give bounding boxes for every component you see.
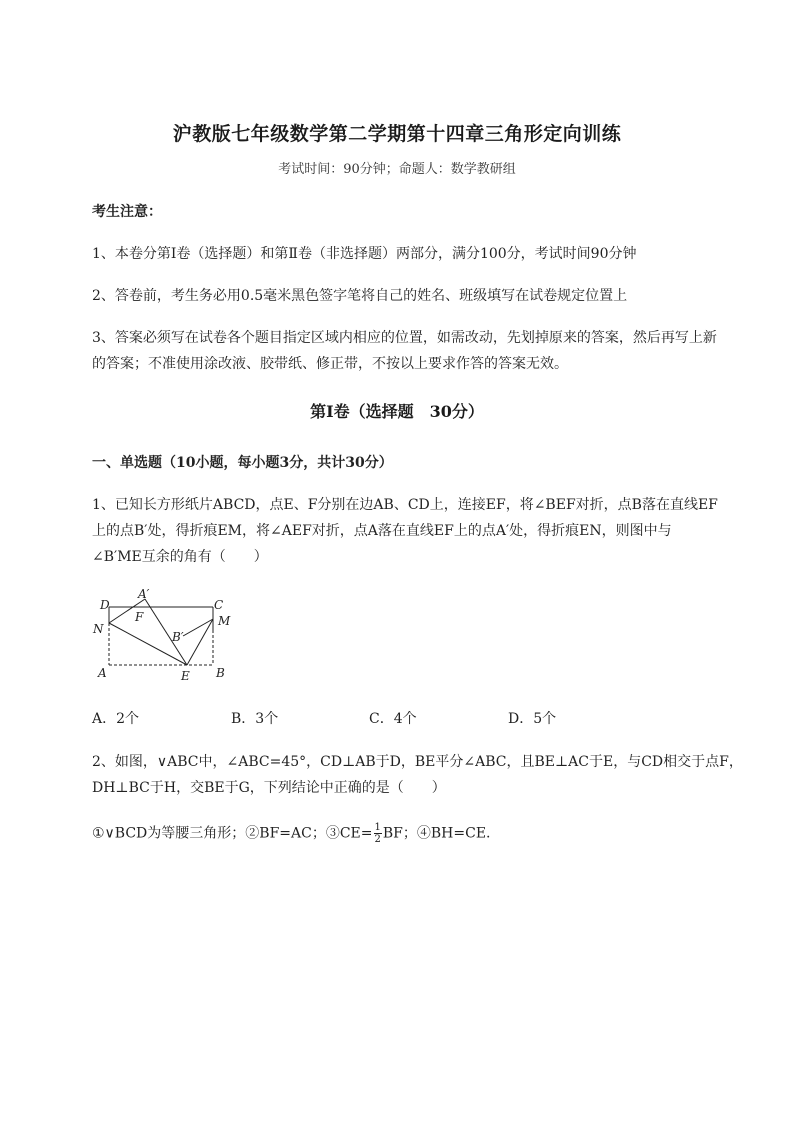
notice-item-2: 2、答卷前，考生务必用0.5毫米黑色签字笔将自己的姓名、班级填写在试卷规定位置上	[92, 288, 628, 304]
notice-heading: 考生注意：	[92, 204, 162, 220]
label-A: A	[98, 666, 107, 680]
fraction-numerator: 1	[374, 822, 381, 833]
part-title: 第I卷（选择题 30分）	[310, 402, 484, 421]
label-E: E	[181, 669, 190, 683]
section-heading: 一、单选题（10小题，每小题3分，共计30分）	[92, 455, 393, 471]
exam-info: 考试时间：90分钟；命题人：数学教研组	[278, 162, 516, 177]
label-B-prime: B′	[172, 630, 184, 644]
page-title: 沪教版七年级数学第二学期第十四章三角形定向训练	[172, 123, 622, 145]
q2-line-2: DH⊥BC于H，交BE于G，下列结论中正确的是（ ）	[92, 780, 446, 796]
q2-statements	[92, 822, 491, 845]
label-M: M	[218, 614, 231, 628]
label-A-prime: A′	[138, 587, 150, 601]
q1-figure	[88, 586, 248, 686]
label-D: D	[100, 598, 110, 612]
q1-line-2: 上的点B′处，得折痕EM，将∠AEF对折，点A落在直线EF上的点A′处，得折痕EN，则图中与	[92, 523, 672, 539]
q1-line-3: ∠B′ME互余的角有（ ）	[92, 549, 268, 565]
q1-choice-d[interactable]: D．5个	[508, 711, 557, 727]
label-B: B	[216, 666, 225, 680]
q1-choice-b[interactable]: B．3个	[231, 711, 279, 727]
q1-choice-a[interactable]: A．2个	[92, 711, 140, 727]
q2-statement-a: ①∨BCD为等腰三角形；②BF=AC；③CE=	[92, 825, 373, 842]
q1-choice-c[interactable]: C．4个	[369, 711, 417, 727]
label-C: C	[214, 598, 224, 612]
notice-item-1: 1、本卷分第I卷（选择题）和第Ⅱ卷（非选择题）两部分，满分100分，考试时间90分钟	[92, 246, 637, 262]
notice-item-3-cont: 的答案；不准使用涂改液、胶带纸、修正带，不按以上要求作答的答案无效。	[92, 356, 568, 372]
fraction-denominator: 2	[374, 834, 381, 845]
label-N: N	[93, 622, 104, 636]
notice-item-3: 3、答案必须写在试卷各个题目指定区域内相应的位置，如需改动，先划掉原来的答案，然后再写上新	[92, 330, 717, 346]
q1-line-1: 1、已知长方形纸片ABCD，点E、F分别在边AB、CD上，连接EF，将∠BEF对折，点B落在直线EF	[92, 497, 718, 513]
q2-statement-b: BF；④BH=CE.	[382, 825, 491, 842]
q2-line-1: 2、如图，∨ABC中，∠ABC=45°，CD⊥AB于D，BE平分∠ABC，且BE⊥AC于E，与CD相交于点F，	[92, 754, 743, 770]
label-F: F	[135, 610, 144, 624]
half-fraction	[374, 822, 382, 845]
